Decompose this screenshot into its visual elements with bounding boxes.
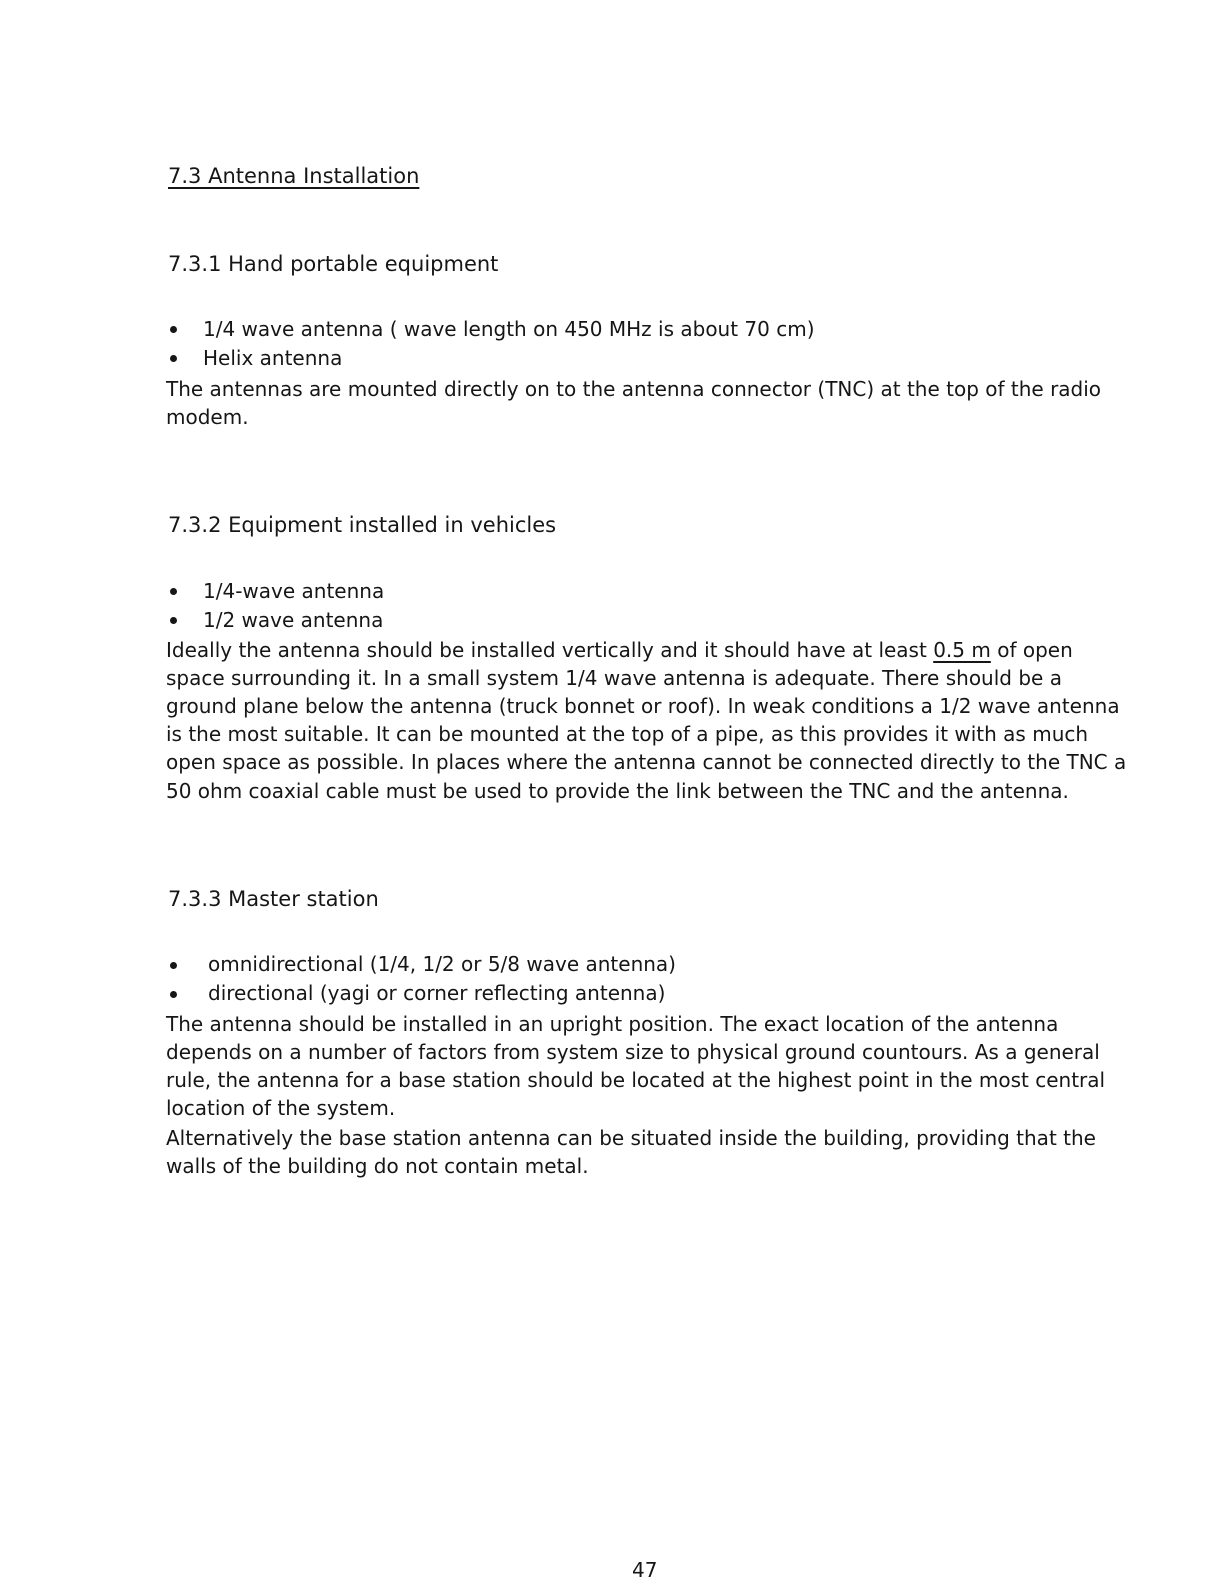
bullet-icon <box>170 355 177 362</box>
paragraph-text: of open <box>990 638 1073 662</box>
paragraph-line: The antennas are mounted directly on to the antenna connector (TNC) at the top of the radio <box>166 377 1102 401</box>
bullet-icon <box>170 326 177 333</box>
list-item: 1/4 wave antenna ( wave length on 450 MHz is about 70 cm) <box>203 317 815 341</box>
bullet-icon <box>170 617 177 624</box>
paragraph-text: Ideally the antenna should be installed vertically and it should have at least <box>166 638 934 662</box>
paragraph-line: 50 ohm coaxial cable must be used to provide the link between the TNC and the antenna. <box>166 779 1069 803</box>
list-item: Helix antenna <box>203 346 343 370</box>
list-item: omnidirectional (1/4, 1/2 or 5/8 wave antenna) <box>208 952 676 976</box>
page-number: 47 <box>632 1558 658 1582</box>
paragraph-line: modem. <box>166 405 249 429</box>
paragraph-line: The antenna should be installed in an upright position. The exact location of the antenna <box>166 1012 1059 1036</box>
paragraph-line: rule, the antenna for a base station should be located at the highest point in the most central <box>166 1068 1106 1092</box>
paragraph-line: ground plane below the antenna (truck bonnet or roof). In weak conditions a 1/2 wave antenna <box>166 694 1120 718</box>
paragraph-line: walls of the building do not contain metal. <box>166 1154 589 1178</box>
list-item: 1/4-wave antenna <box>203 579 385 603</box>
list-item: 1/2 wave antenna <box>203 608 384 632</box>
subsection-heading-vehicles: 7.3.2 Equipment installed in vehicles <box>168 513 557 537</box>
paragraph-line: open space as possible. In places where the antenna cannot be connected directly to the TNC a <box>166 750 1127 774</box>
bullet-icon <box>170 588 177 595</box>
subsection-heading-hand-portable: 7.3.1 Hand portable equipment <box>168 252 499 276</box>
subsection-heading-master-station: 7.3.3 Master station <box>168 887 379 911</box>
paragraph-line: is the most suitable. It can be mounted at the top of a pipe, as this provides it with as much <box>166 722 1089 746</box>
paragraph-line: location of the system. <box>166 1096 396 1120</box>
underlined-distance: 0.5 m <box>933 638 991 662</box>
paragraph-line: Alternatively the base station antenna can be situated inside the building, providing that the <box>166 1126 1096 1150</box>
list-item: directional (yagi or corner reflecting antenna) <box>208 981 666 1005</box>
paragraph-line: depends on a number of factors from system size to physical ground countours. As a general <box>166 1040 1100 1064</box>
bullet-icon <box>170 991 177 998</box>
bullet-icon <box>170 962 177 969</box>
paragraph-line: space surrounding it. In a small system 1/4 wave antenna is adequate. There should be a <box>166 666 1062 690</box>
paragraph-line <box>166 636 1073 664</box>
section-heading: 7.3 Antenna Installation <box>168 164 420 188</box>
